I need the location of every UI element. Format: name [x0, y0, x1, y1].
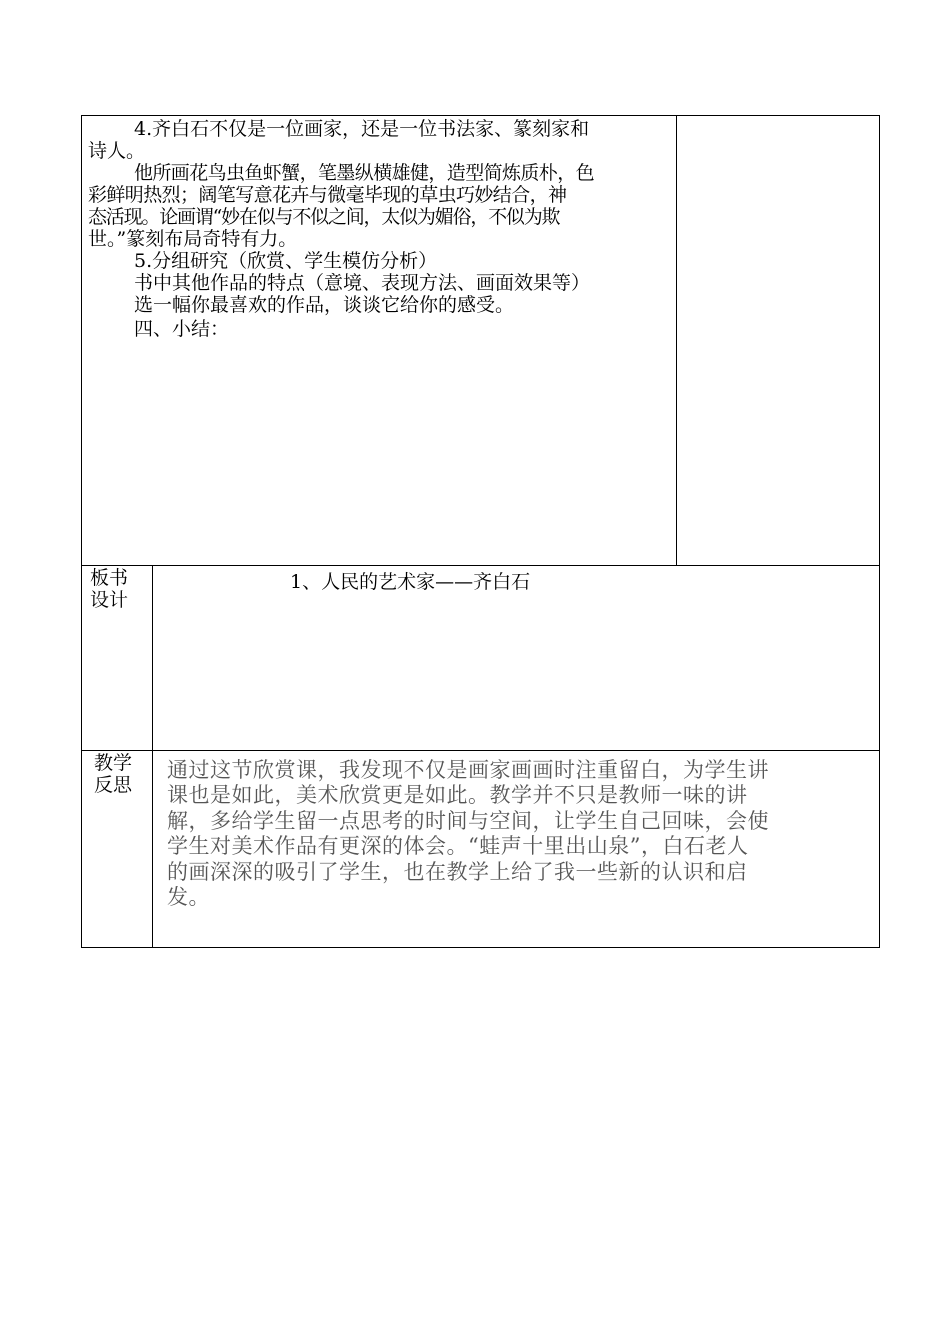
process-line-7: 5.分组研究（欣赏、学生模仿分析） — [134, 250, 438, 272]
reflection-label-2: 反思 — [94, 774, 133, 796]
board-design-label-1: 板书 — [90, 567, 129, 589]
label-column-divider — [152, 565, 153, 948]
reflection-section-top-border — [81, 750, 880, 751]
reflection-line-3: 解，多给学生留一点思考的时间与空间，让学生自己回味，会使 — [167, 809, 769, 833]
process-line-3: 他所画花鸟虫鱼虾蟹，笔墨纵横雄健，造型简炼质朴，色 — [134, 162, 595, 184]
process-line-2: 诗人。 — [88, 140, 146, 162]
reflection-label-1: 教学 — [94, 752, 133, 774]
reflection-line-4: 学生对美术作品有更深的体会。“蛙声十里出山泉”，白石老人 — [167, 834, 749, 858]
reflection-line-6: 发。 — [167, 885, 210, 909]
reflection-line-5: 的画深深的吸引了学生，也在教学上给了我一些新的认识和启 — [167, 860, 748, 884]
process-line-4: 彩鲜明热烈；阔笔写意花卉与微毫毕现的草虫巧妙结合，神 — [88, 184, 567, 206]
board-design-label-2: 设计 — [90, 589, 129, 611]
notes-column-divider — [676, 115, 677, 565]
process-line-10: 四、小结： — [134, 318, 230, 340]
process-line-1: 4.齐白石不仅是一位画家，还是一位书法家、篆刻家和 — [134, 118, 590, 140]
process-line-5: 态活现。论画谓“妙在似与不似之间，太似为媚俗，不似为欺 — [88, 206, 560, 228]
process-line-9: 选一幅你最喜欢的作品，谈谈它给你的感受。 — [134, 294, 515, 316]
board-design-title: 1、人民的艺术家——齐白石 — [290, 571, 531, 593]
board-section-top-border — [81, 565, 880, 566]
process-line-8: 书中其他作品的特点（意境、表现方法、画面效果等） — [134, 272, 591, 294]
reflection-line-1: 通过这节欣赏课，我发现不仅是画家画画时注重留白，为学生讲 — [167, 758, 769, 782]
process-line-6: 世。”篆刻布局奇特有力。 — [88, 228, 298, 250]
reflection-line-2: 课也是如此，美术欣赏更是如此。教学并不只是教师一味的讲 — [167, 783, 748, 807]
